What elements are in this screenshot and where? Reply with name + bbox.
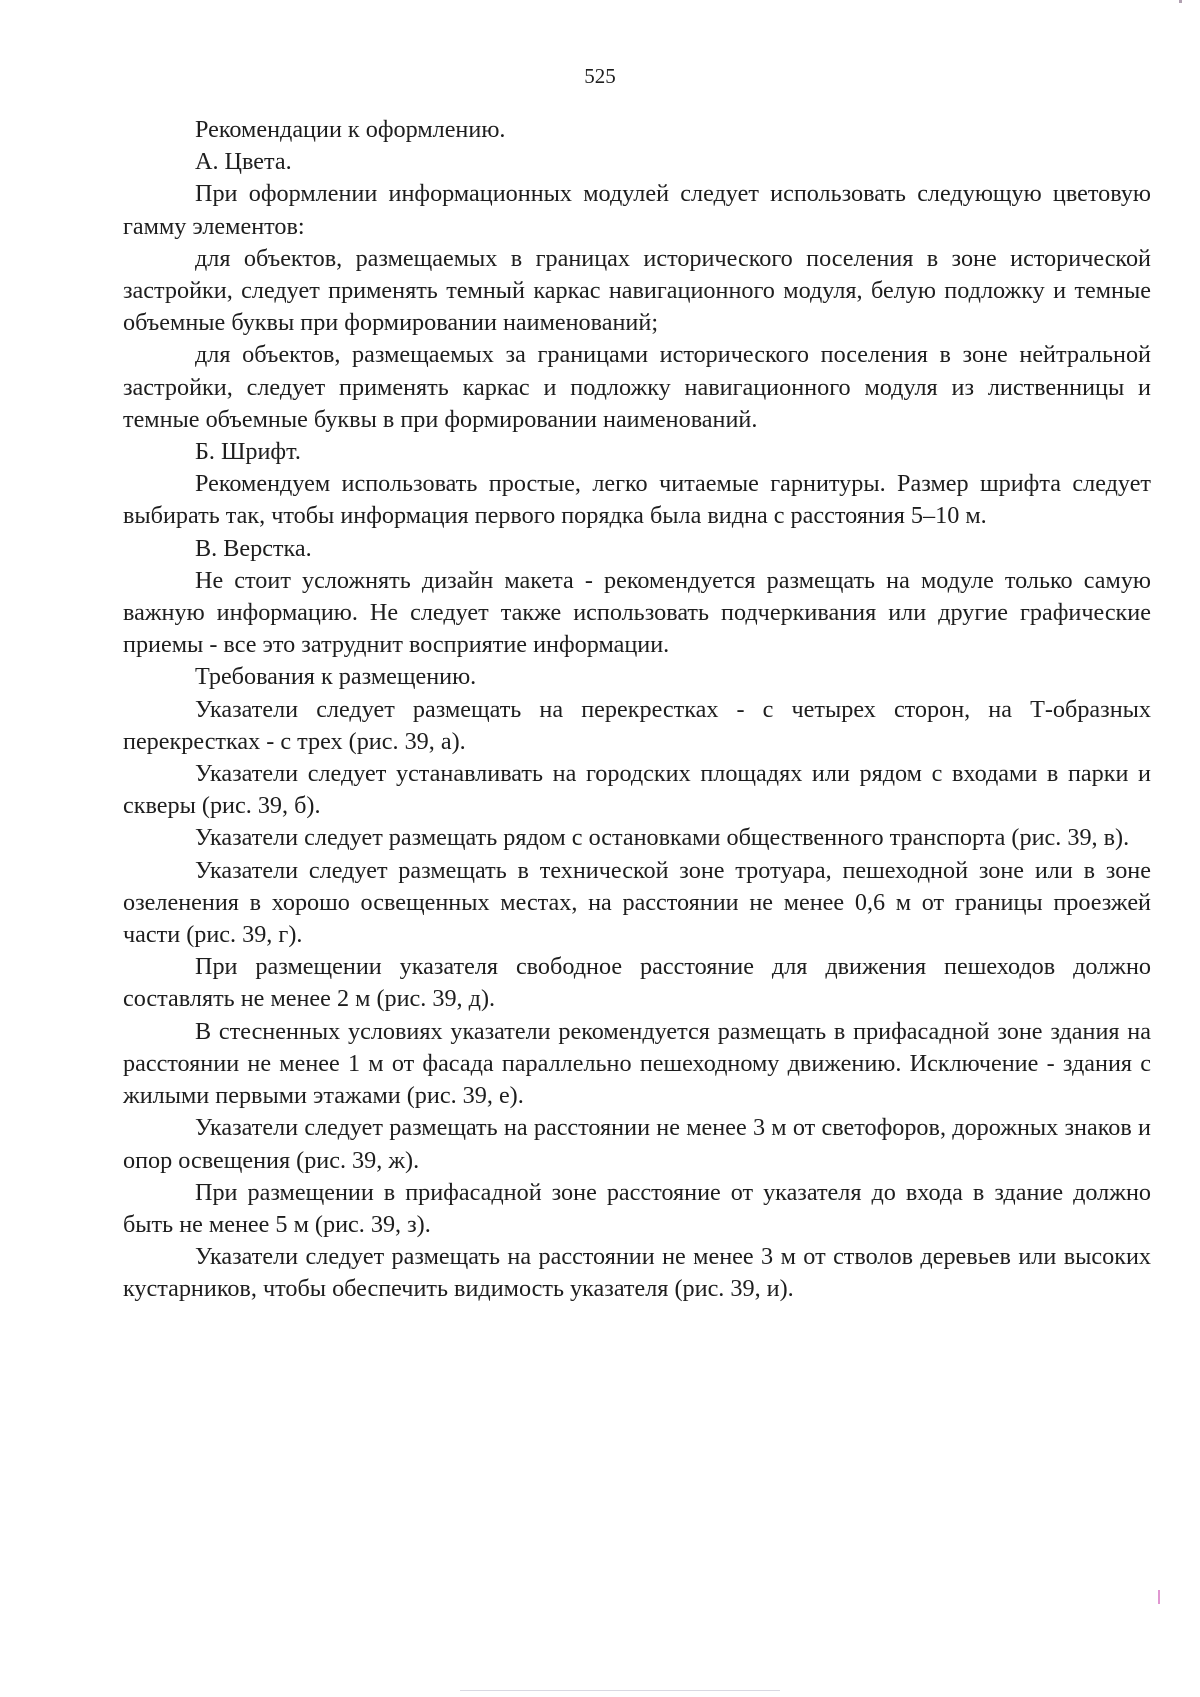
subsection-heading: В. Верстка.	[195, 534, 312, 562]
section-heading: Требования к размещению.	[195, 663, 477, 691]
paragraph: Указатели следует размещать на перекрестках - с четырех сторон, на Т-образных перекрестках - с трех (рис. 39, а).	[123, 695, 1151, 755]
scan-artifact	[460, 1690, 780, 1691]
paragraph: Рекомендуем использовать простые, легко читаемые гарнитуры. Размер шрифта следует выбирать так, чтобы информация первого порядка была видна с расстояния 5–10 м.	[123, 470, 1151, 530]
scan-artifact	[1179, 0, 1182, 3]
paragraph: В стесненных условиях указатели рекомендуется размещать в прифасадной зоне здания на расстоянии не менее 1 м от фасада параллельно пешеходному движению. Исключение - здания с жилыми первыми этажами (рис. 39, е).	[123, 1017, 1151, 1110]
paragraph: Указатели следует размещать на расстоянии не менее 3 м от светофоров, дорожных знаков и опор освещения (рис. 39, ж).	[123, 1114, 1151, 1174]
page-number: 525	[584, 64, 616, 88]
paragraph: При оформлении информационных модулей следует использовать следующую цветовую гамму элементов:	[123, 180, 1151, 240]
section-heading: Рекомендации к оформлению.	[195, 116, 506, 143]
paragraph: Указатели следует устанавливать на городских площадях или рядом с входами в парки и скверы (рис. 39, б).	[123, 760, 1151, 820]
scan-artifact	[1158, 1590, 1160, 1604]
paragraph: Указатели следует размещать рядом с остановками общественного транспорта (рис. 39, в).	[195, 824, 1130, 852]
paragraph: для объектов, размещаемых в границах исторического поселения в зоне исторической застройки, следует применять темный каркас навигационного модуля, белую подложку и темные объемные буквы при формировании наименований;	[123, 244, 1151, 337]
paragraph: Указатели следует размещать в технической зоне тротуара, пешеходной зоне или в зоне озеленения в хорошо освещенных местах, на расстоянии не менее 0,6 м от границы проезжей части (рис. 39, г).	[123, 856, 1151, 949]
subsection-heading: А. Цвета.	[195, 148, 292, 176]
subsection-heading: Б. Шрифт.	[195, 438, 301, 466]
paragraph: Указатели следует размещать на расстоянии не менее 3 м от стволов деревьев или высоких кустарников, чтобы обеспечить видимость указателя (рис. 39, и).	[123, 1243, 1151, 1303]
paragraph: для объектов, размещаемых за границами исторического поселения в зоне нейтральной застройки, следует применять каркас и подложку навигационного модуля из лиственницы и темные объемные буквы в при формировании наименований.	[123, 341, 1151, 433]
paragraph: Не стоит усложнять дизайн макета - рекомендуется размещать на модуле только самую важную информацию. Не следует также использовать подчеркивания или другие графические приемы - все это затруднит восприятие информации.	[123, 566, 1151, 659]
document-body	[123, 114, 1151, 1306]
paragraph: При размещении в прифасадной зоне расстояние от указателя до входа в здание должно быть не менее 5 м (рис. 39, з).	[123, 1178, 1151, 1238]
paragraph: При размещении указателя свободное расстояние для движения пешеходов должно составлять не менее 2 м (рис. 39, д).	[123, 953, 1151, 1013]
